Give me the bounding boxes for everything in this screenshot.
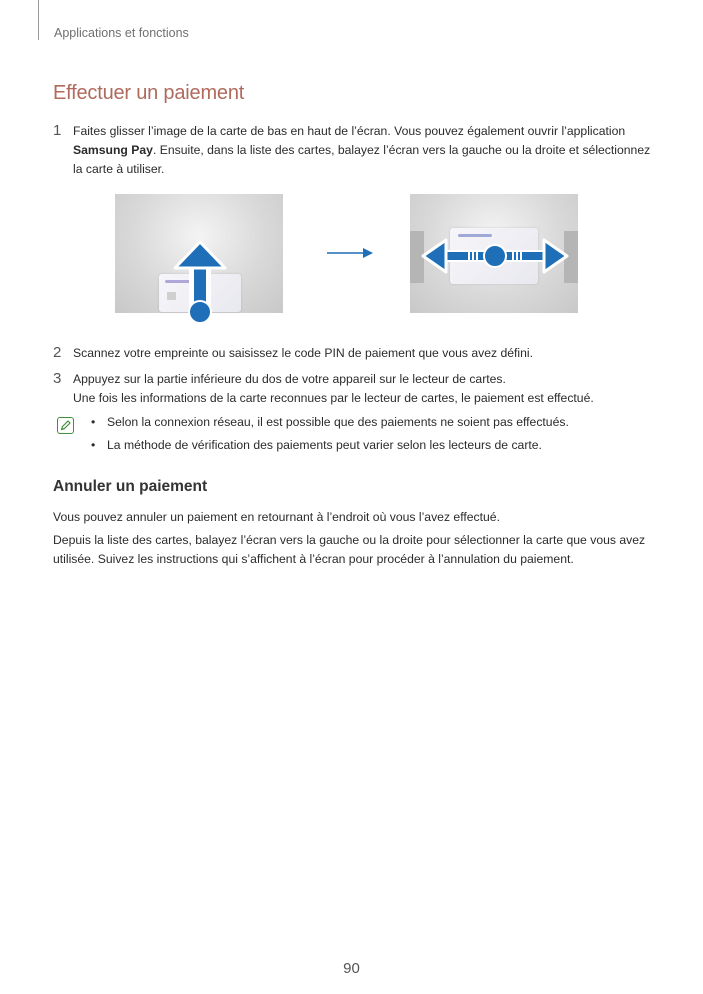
next-step-arrow-icon (327, 246, 377, 260)
illustration-swipe-up (115, 194, 283, 313)
list-item: • La méthode de vérification des paiements peut varier selon les lecteurs de carte. (91, 437, 569, 460)
illustration-swipe-sideways (410, 194, 578, 313)
paragraph: Vous pouvez annuler un paiement en retournant à l’endroit où vous l’avez effectué. (53, 510, 500, 524)
step-text: Appuyez sur la partie inférieure du dos de votre appareil sur le lecteur de cartes. Une fois les informations de la carte reconnues par le lecteur de cartes, le paiement est effectué. (73, 372, 594, 405)
list-item: • Selon la connexion réseau, il est possible que des paiements ne soient pas effectués. (91, 414, 569, 437)
step-number: 3 (53, 370, 62, 387)
step-number: 2 (53, 344, 62, 361)
note-pencil-icon (57, 417, 74, 434)
header-rule (38, 0, 39, 40)
step-3 (53, 370, 663, 408)
note-list (91, 414, 569, 460)
step-number: 1 (53, 122, 62, 139)
step-text: Faites glisser l’image de la carte de bas en haut de l’écran. Vous pouvez également ouvrir l’application Samsung Pay. Ensuite, dans la liste des cartes, balayez l’écran vers la gauche ou la droite et sélectionnez la carte à utiliser. (73, 124, 651, 176)
step-1 (53, 122, 663, 179)
swipe-up-arrow-icon (165, 240, 235, 330)
page-number: 90 (343, 960, 360, 977)
swipe-left-right-arrow-icon (420, 236, 570, 276)
step-text: Scannez votre empreinte ou saisissez le code PIN de paiement que vous avez défini. (73, 346, 534, 360)
paragraph: Depuis la liste des cartes, balayez l’écran vers la gauche ou la droite pour sélectionner la carte que vous avez utilisée. Suivez les instructions qui s’affichent à l’écran pour procéder à l’annulation du paiement. (53, 533, 646, 566)
app-name: Samsung Pay (73, 143, 153, 157)
running-header: Applications et fonctions (54, 26, 189, 40)
subsection-title: Annuler un paiement (53, 478, 208, 495)
section-title: Effectuer un paiement (53, 82, 245, 104)
step-2 (53, 344, 663, 363)
